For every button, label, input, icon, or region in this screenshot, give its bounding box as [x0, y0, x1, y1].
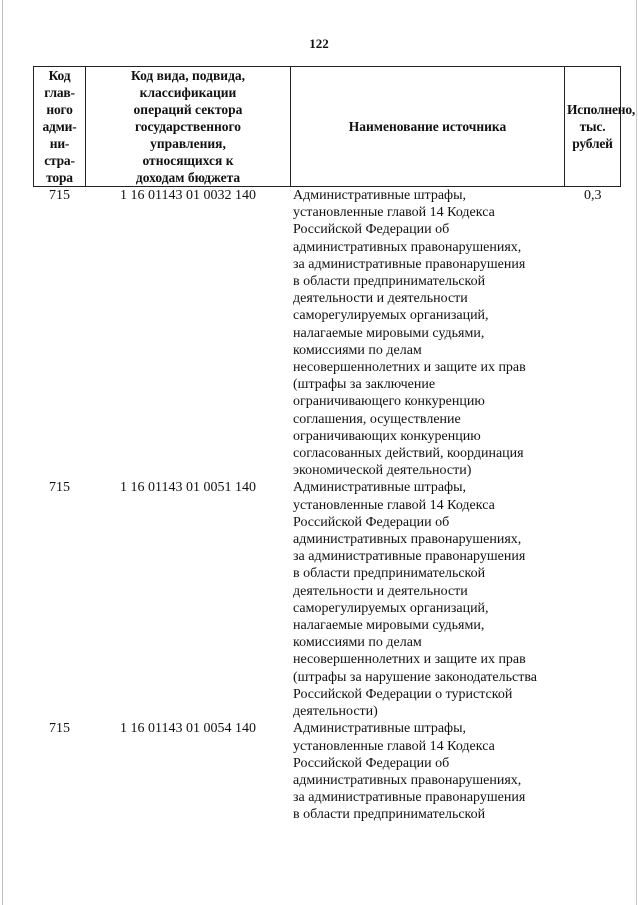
- page-edge-right: [636, 0, 637, 905]
- executed-value-cell: [565, 479, 621, 720]
- source-name-text: Административные штрафы, установленные главой 14 Кодекса Российской Федерации об административных правонарушениях, за административные правонарушения в области предпринимательской деятельности и деятельности саморегулируемых организаций, налагаемые мировыми судьями, комиссиями по делам несовершеннолетних и защите их прав (штрафы за заключение ограничивающего конкуренцию соглашения, осуществление ограничивающих конкуренцию согласованных действий, координация экономической деятельности): [293, 188, 526, 479]
- page-number: 122: [309, 36, 329, 51]
- class-code-cell: 1 16 01143 01 0032 140: [86, 187, 291, 480]
- header-admin-code: Код глав- ного адми- ни- стра- тора: [34, 67, 86, 187]
- class-code-cell: 1 16 01143 01 0051 140: [86, 479, 291, 720]
- source-name-cell: [291, 720, 565, 823]
- revenue-table: [33, 66, 636, 824]
- source-name-text: Административные штрафы, установленные главой 14 Кодекса Российской Федерации об административных правонарушениях, за административные правонарушения в области предпринимательской деятельности и деятельности саморегулируемых организаций, налагаемые мировыми судьями, комиссиями по делам несовершеннолетних и защите их прав (штрафы за нарушение законодательства Российской Федерации о туристской деятельности): [293, 480, 537, 720]
- table-row: [34, 479, 621, 720]
- header-executed: Исполнено, тыс. рублей: [565, 67, 621, 187]
- table-header-row: [34, 67, 621, 187]
- page-edge-left: [2, 0, 3, 905]
- header-source-name: Наименование источника: [291, 67, 565, 187]
- admin-code-cell: 715: [34, 479, 86, 720]
- table-row: [34, 720, 621, 823]
- class-code-cell: 1 16 01143 01 0054 140: [86, 720, 291, 823]
- admin-code-cell: 715: [34, 720, 86, 823]
- header-class-code: Код вида, подвида, классификации операций сектора государственного управления, относящихся к доходам бюджета: [86, 67, 291, 187]
- source-name-cell: [291, 187, 565, 480]
- source-name-text: Административные штрафы, установленные главой 14 Кодекса Российской Федерации об административных правонарушениях, за административные правонарушения в области предпринимательской: [293, 721, 526, 823]
- table-row: [34, 187, 621, 480]
- source-name-cell: [291, 479, 565, 720]
- executed-value-cell: [565, 720, 621, 823]
- admin-code-cell: 715: [34, 187, 86, 480]
- executed-value-cell: 0,3: [565, 187, 621, 480]
